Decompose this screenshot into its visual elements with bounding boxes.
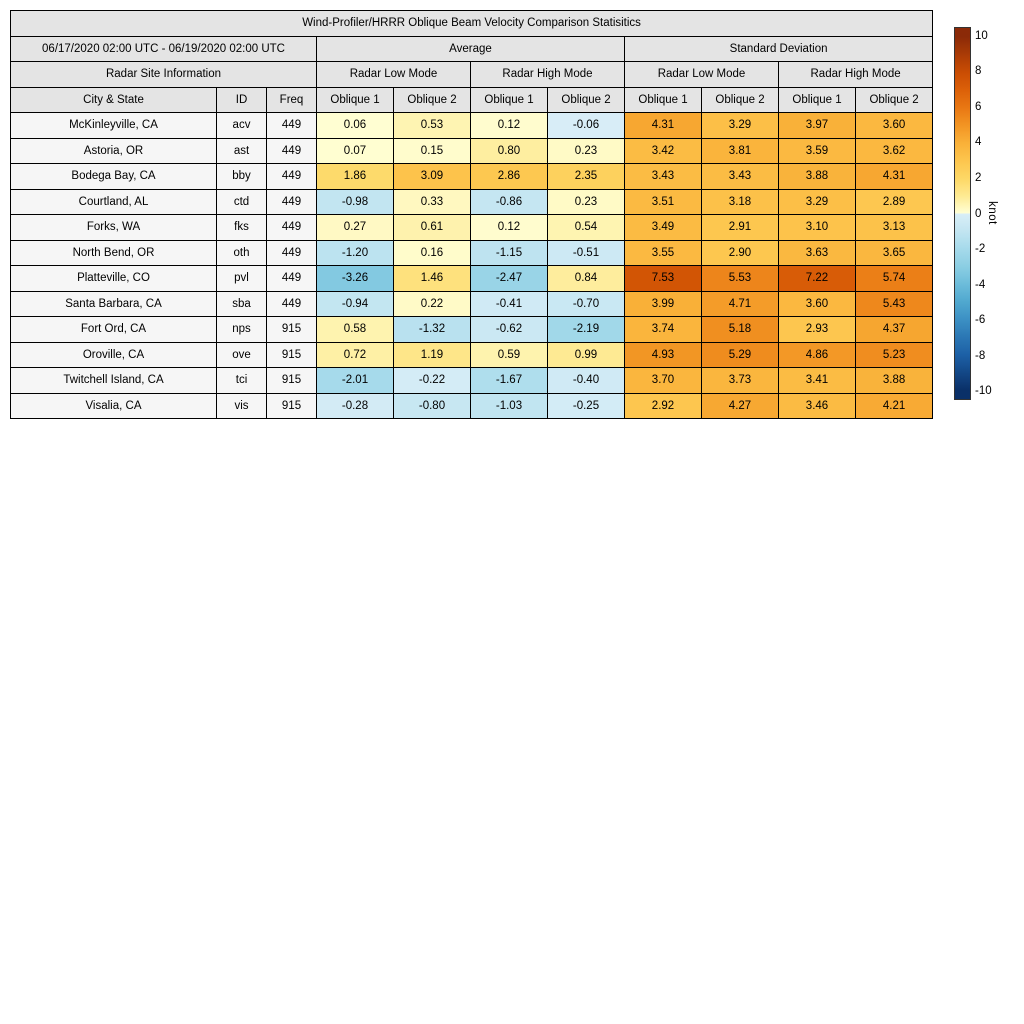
value-cell-std-low-ob1: 3.43 (625, 164, 702, 190)
header-std-low-oblique1: Oblique 1 (625, 87, 702, 113)
value-cell-avg-high-ob2: -2.19 (548, 317, 625, 343)
header-freq: Freq (267, 87, 317, 113)
value-cell-std-high-ob2: 3.88 (856, 368, 933, 394)
header-avg-low-mode: Radar Low Mode (317, 62, 471, 88)
value-cell-avg-low-ob1: -0.94 (317, 291, 394, 317)
value-cell-std-low-ob1: 3.70 (625, 368, 702, 394)
value-cell-std-low-ob2: 3.29 (702, 113, 779, 139)
value-cell-avg-low-ob1: 0.72 (317, 342, 394, 368)
city-cell: Oroville, CA (11, 342, 217, 368)
value-cell-avg-low-ob1: 0.27 (317, 215, 394, 241)
value-cell-avg-high-ob2: 0.23 (548, 189, 625, 215)
header-std-high-mode: Radar High Mode (779, 62, 933, 88)
value-cell-avg-high-ob2: 2.35 (548, 164, 625, 190)
value-cell-avg-low-ob2: 0.16 (394, 240, 471, 266)
value-cell-avg-low-ob2: 0.33 (394, 189, 471, 215)
value-cell-avg-low-ob2: 3.09 (394, 164, 471, 190)
value-cell-avg-high-ob2: -0.40 (548, 368, 625, 394)
colorbar-tick-label: 10 (975, 29, 988, 42)
value-cell-avg-high-ob1: 0.59 (471, 342, 548, 368)
colorbar-tick-label: -8 (975, 349, 986, 362)
freq-cell: 915 (267, 393, 317, 419)
value-cell-std-low-ob2: 2.91 (702, 215, 779, 241)
colorbar-tick-label: 0 (975, 207, 982, 220)
value-cell-std-low-ob1: 7.53 (625, 266, 702, 292)
table-row (11, 342, 933, 368)
value-cell-std-low-ob2: 4.27 (702, 393, 779, 419)
value-cell-std-low-ob2: 3.73 (702, 368, 779, 394)
header-id: ID (217, 87, 267, 113)
header-radar-site-information: Radar Site Information (11, 62, 317, 88)
value-cell-avg-low-ob2: 0.22 (394, 291, 471, 317)
value-cell-std-high-ob2: 5.43 (856, 291, 933, 317)
id-cell: ctd (217, 189, 267, 215)
value-cell-std-high-ob1: 3.63 (779, 240, 856, 266)
value-cell-std-low-ob1: 2.92 (625, 393, 702, 419)
value-cell-avg-high-ob1: 2.86 (471, 164, 548, 190)
city-cell: McKinleyville, CA (11, 113, 217, 139)
header-avg-low-oblique1: Oblique 1 (317, 87, 394, 113)
colorbar-tick-label: -2 (975, 243, 986, 256)
city-cell: Santa Barbara, CA (11, 291, 217, 317)
value-cell-std-high-ob1: 4.86 (779, 342, 856, 368)
value-cell-std-high-ob1: 7.22 (779, 266, 856, 292)
header-avg-high-oblique2: Oblique 2 (548, 87, 625, 113)
freq-cell: 449 (267, 291, 317, 317)
value-cell-std-low-ob2: 3.18 (702, 189, 779, 215)
value-cell-std-low-ob2: 3.43 (702, 164, 779, 190)
value-cell-std-high-ob1: 3.59 (779, 138, 856, 164)
header-avg-high-oblique1: Oblique 1 (471, 87, 548, 113)
freq-cell: 449 (267, 164, 317, 190)
value-cell-avg-low-ob2: 0.15 (394, 138, 471, 164)
value-cell-std-high-ob2: 4.37 (856, 317, 933, 343)
value-cell-std-low-ob2: 5.18 (702, 317, 779, 343)
value-cell-std-high-ob1: 3.10 (779, 215, 856, 241)
column-header-row (11, 87, 933, 113)
value-cell-avg-high-ob2: -0.06 (548, 113, 625, 139)
table-row (11, 189, 933, 215)
mode-header-row (11, 62, 933, 88)
city-cell: North Bend, OR (11, 240, 217, 266)
value-cell-avg-high-ob1: -1.03 (471, 393, 548, 419)
city-cell: Forks, WA (11, 215, 217, 241)
header-std-low-mode: Radar Low Mode (625, 62, 779, 88)
city-cell: Courtland, AL (11, 189, 217, 215)
value-cell-std-high-ob1: 3.60 (779, 291, 856, 317)
value-cell-std-low-ob2: 3.81 (702, 138, 779, 164)
value-cell-avg-low-ob2: -1.32 (394, 317, 471, 343)
value-cell-std-low-ob2: 4.71 (702, 291, 779, 317)
value-cell-std-low-ob1: 3.42 (625, 138, 702, 164)
value-cell-std-low-ob1: 4.93 (625, 342, 702, 368)
value-cell-avg-high-ob1: -2.47 (471, 266, 548, 292)
value-cell-std-high-ob1: 3.29 (779, 189, 856, 215)
colorbar-tick-label: -4 (975, 278, 986, 291)
value-cell-std-low-ob1: 3.55 (625, 240, 702, 266)
table-body (11, 113, 933, 419)
header-std-high-oblique1: Oblique 1 (779, 87, 856, 113)
header-std-high-oblique2: Oblique 2 (856, 87, 933, 113)
colorbar-tick-label: 2 (975, 171, 982, 184)
header-avg-low-oblique2: Oblique 2 (394, 87, 471, 113)
value-cell-avg-high-ob2: -0.25 (548, 393, 625, 419)
freq-cell: 915 (267, 317, 317, 343)
value-cell-std-high-ob1: 3.88 (779, 164, 856, 190)
value-cell-std-high-ob2: 4.31 (856, 164, 933, 190)
value-cell-avg-high-ob2: 0.54 (548, 215, 625, 241)
value-cell-avg-high-ob1: -0.41 (471, 291, 548, 317)
value-cell-std-high-ob2: 3.60 (856, 113, 933, 139)
id-cell: tci (217, 368, 267, 394)
value-cell-avg-high-ob2: -0.70 (548, 291, 625, 317)
value-cell-avg-high-ob2: -0.51 (548, 240, 625, 266)
value-cell-std-high-ob2: 3.62 (856, 138, 933, 164)
id-cell: oth (217, 240, 267, 266)
city-cell: Bodega Bay, CA (11, 164, 217, 190)
value-cell-std-low-ob1: 3.51 (625, 189, 702, 215)
value-cell-avg-low-ob1: -0.98 (317, 189, 394, 215)
freq-cell: 915 (267, 368, 317, 394)
freq-cell: 449 (267, 113, 317, 139)
id-cell: nps (217, 317, 267, 343)
value-cell-avg-low-ob1: -2.01 (317, 368, 394, 394)
table-row (11, 113, 933, 139)
statistics-table (10, 10, 933, 419)
value-cell-std-high-ob2: 4.21 (856, 393, 933, 419)
value-cell-avg-high-ob1: -1.67 (471, 368, 548, 394)
colorbar-tick-label: -6 (975, 314, 986, 327)
value-cell-std-high-ob1: 3.97 (779, 113, 856, 139)
freq-cell: 449 (267, 215, 317, 241)
value-cell-std-high-ob2: 5.23 (856, 342, 933, 368)
value-cell-avg-low-ob1: 0.58 (317, 317, 394, 343)
colorbar-tick-label: 8 (975, 65, 982, 78)
value-cell-std-low-ob2: 5.29 (702, 342, 779, 368)
value-cell-std-low-ob1: 3.49 (625, 215, 702, 241)
value-cell-avg-low-ob2: 1.19 (394, 342, 471, 368)
value-cell-avg-low-ob1: -0.28 (317, 393, 394, 419)
city-cell: Astoria, OR (11, 138, 217, 164)
city-cell: Visalia, CA (11, 393, 217, 419)
id-cell: sba (217, 291, 267, 317)
value-cell-std-low-ob2: 5.53 (702, 266, 779, 292)
table-title: Wind-Profiler/HRRR Oblique Beam Velocity Comparison Statisitics (11, 11, 933, 37)
freq-cell: 449 (267, 189, 317, 215)
id-cell: ove (217, 342, 267, 368)
table-row (11, 266, 933, 292)
freq-cell: 449 (267, 240, 317, 266)
value-cell-std-low-ob1: 3.99 (625, 291, 702, 317)
value-cell-avg-low-ob1: 0.06 (317, 113, 394, 139)
value-cell-std-low-ob2: 2.90 (702, 240, 779, 266)
colorbar-tick-label: 4 (975, 136, 982, 149)
value-cell-avg-low-ob1: -1.20 (317, 240, 394, 266)
group-header-row (11, 36, 933, 62)
id-cell: pvl (217, 266, 267, 292)
value-cell-avg-high-ob1: 0.12 (471, 215, 548, 241)
id-cell: ast (217, 138, 267, 164)
value-cell-avg-low-ob1: 0.07 (317, 138, 394, 164)
value-cell-avg-high-ob1: -1.15 (471, 240, 548, 266)
city-cell: Twitchell Island, CA (11, 368, 217, 394)
value-cell-std-high-ob1: 3.41 (779, 368, 856, 394)
city-cell: Fort Ord, CA (11, 317, 217, 343)
colorbar-tick-label: 6 (975, 100, 982, 113)
value-cell-avg-low-ob1: -3.26 (317, 266, 394, 292)
id-cell: acv (217, 113, 267, 139)
period-label: 06/17/2020 02:00 UTC - 06/19/2020 02:00 UTC (11, 36, 317, 62)
id-cell: vis (217, 393, 267, 419)
id-cell: bby (217, 164, 267, 190)
value-cell-std-high-ob2: 3.13 (856, 215, 933, 241)
header-average: Average (317, 36, 625, 62)
table-row (11, 291, 933, 317)
header-avg-high-mode: Radar High Mode (471, 62, 625, 88)
value-cell-std-high-ob1: 2.93 (779, 317, 856, 343)
table-row (11, 240, 933, 266)
value-cell-std-low-ob1: 4.31 (625, 113, 702, 139)
value-cell-avg-low-ob1: 1.86 (317, 164, 394, 190)
table-row (11, 368, 933, 394)
value-cell-std-high-ob2: 3.65 (856, 240, 933, 266)
value-cell-avg-high-ob1: -0.62 (471, 317, 548, 343)
header-std-low-oblique2: Oblique 2 (702, 87, 779, 113)
value-cell-avg-high-ob2: 0.23 (548, 138, 625, 164)
city-cell: Platteville, CO (11, 266, 217, 292)
freq-cell: 449 (267, 138, 317, 164)
freq-cell: 915 (267, 342, 317, 368)
colorbar-tick-label: -10 (975, 385, 992, 398)
table-row (11, 393, 933, 419)
value-cell-avg-low-ob2: 0.61 (394, 215, 471, 241)
colorbar-unit-label: knot (986, 201, 998, 225)
value-cell-avg-low-ob2: -0.22 (394, 368, 471, 394)
value-cell-avg-low-ob2: -0.80 (394, 393, 471, 419)
value-cell-avg-high-ob1: 0.80 (471, 138, 548, 164)
table-row (11, 164, 933, 190)
freq-cell: 449 (267, 266, 317, 292)
value-cell-std-low-ob1: 3.74 (625, 317, 702, 343)
colorbar (954, 27, 971, 400)
value-cell-avg-high-ob2: 0.84 (548, 266, 625, 292)
value-cell-avg-low-ob2: 1.46 (394, 266, 471, 292)
value-cell-avg-low-ob2: 0.53 (394, 113, 471, 139)
id-cell: fks (217, 215, 267, 241)
value-cell-std-high-ob2: 2.89 (856, 189, 933, 215)
value-cell-avg-high-ob1: 0.12 (471, 113, 548, 139)
value-cell-std-high-ob1: 3.46 (779, 393, 856, 419)
table-row (11, 317, 933, 343)
header-standard-deviation: Standard Deviation (625, 36, 933, 62)
table-row (11, 138, 933, 164)
table-row (11, 215, 933, 241)
value-cell-avg-high-ob2: 0.99 (548, 342, 625, 368)
title-row (11, 11, 933, 37)
value-cell-std-high-ob2: 5.74 (856, 266, 933, 292)
value-cell-avg-high-ob1: -0.86 (471, 189, 548, 215)
header-city-state: City & State (11, 87, 217, 113)
